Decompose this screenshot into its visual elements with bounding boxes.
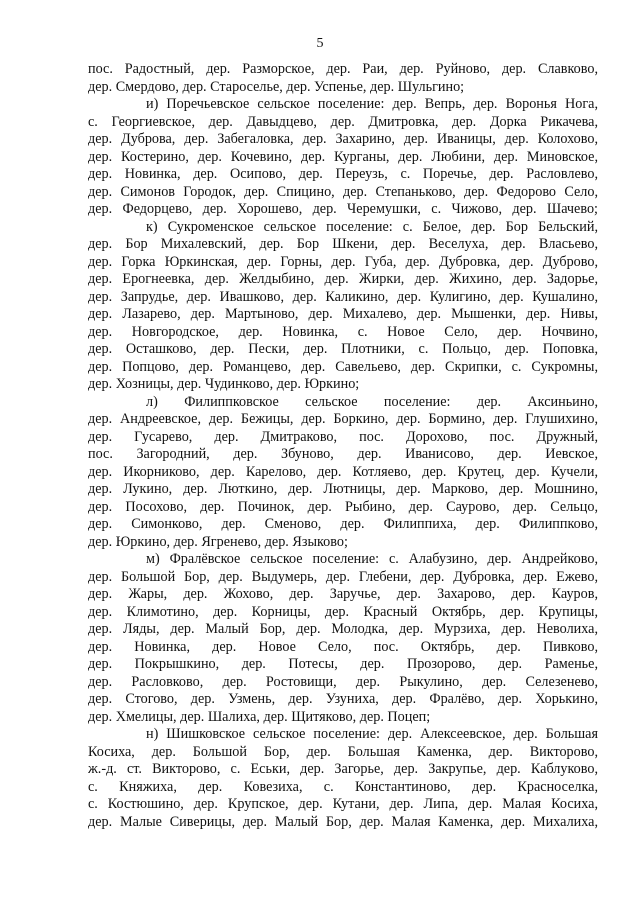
text-line: дер. Андреевское, дер. Бежицы, дер. Боркино, дер. Бормино, дер. Глушихино, (88, 411, 598, 427)
text-line: дер. Юркино, дер. Ягренево, дер. Языково; (88, 533, 348, 550)
text-line: дер. Посохово, дер. Починок, дер. Рыбино, дер. Саурово, дер. Сельцо, (88, 498, 598, 515)
text-line: дер. Жары, дер. Жохово, дер. Заручье, дер. Захарово, дер. Кауров, (88, 586, 598, 602)
text-line: с. Костюшино, дер. Крупское, дер. Кутани, дер. Липа, дер. Малая Косиха, (88, 796, 598, 812)
text-line: дер. Икорниково, дер. Карелово, дер. Котляево, дер. Крутец, дер. Кучели, (88, 463, 598, 480)
text-line: дер. Симонов Городок, дер. Спицино, дер. Степаньково, дер. Федорово Село, (88, 183, 598, 200)
text-line: дер. Смердово, дер. Староселье, дер. Успенье, дер. Шульгино; (88, 78, 465, 95)
text-line: дер. Новгородское, дер. Новинка, с. Новое Село, дер. Ночвино, (88, 323, 598, 340)
text-line: дер. Гусарево, дер. Дмитраково, пос. Дорохово, пос. Дружный, (88, 428, 598, 445)
page-number: 5 (316, 36, 324, 51)
text-line: дер. Новинка, дер. Новое Село, пос. Октябрь, дер. Пивково, (88, 638, 598, 655)
text-line: дер. Стогово, дер. Узмень, дер. Узуниха, дер. Фралёво, дер. Хорькино, (88, 691, 598, 707)
document-body (88, 61, 598, 831)
text-line: с. Георгиевское, дер. Давыдцево, дер. Дмитровка, дер. Дорка Рикачева, (88, 113, 598, 130)
text-line: дер. Горка Юркинская, дер. Горны, дер. Губа, дер. Дубровка, дер. Дуброво, (88, 253, 598, 270)
text-line: дер. Ерогнеевка, дер. Желдыбино, дер. Жирки, дер. Жихино, дер. Задорье, (88, 271, 598, 287)
paragraph-start-line: к) Сукроменское сельское поселение: с. Белое, дер. Бор Бельский, (146, 218, 598, 235)
text-line: дер. Хмелицы, дер. Шалиха, дер. Щитяково, дер. Поцеп; (88, 708, 431, 725)
text-line: дер. Симонково, дер. Сменово, дер. Филиппиха, дер. Филиппково, (88, 516, 598, 532)
paragraph-start-line: л) Филиппковское сельское поселение: дер. Аксиньино, (146, 393, 598, 410)
text-line: дер. Федорцево, дер. Хорошево, дер. Черемушки, с. Чижово, дер. Шачево; (88, 201, 598, 217)
paragraph-start-line: и) Поречьевское сельское поселение: дер. Вепрь, дер. Воронья Нога, (146, 96, 598, 112)
text-line: дер. Хозницы, дер. Чудинково, дер. Юркино; (88, 376, 360, 392)
paragraph-start-line: м) Фралёвское сельское поселение: с. Алабузино, дер. Андрейково, (146, 551, 598, 567)
text-line: дер. Покрышкино, дер. Потесы, дер. Прозорово, дер. Раменье, (88, 656, 598, 672)
text-line: дер. Попцово, дер. Романцево, дер. Савельево, дер. Скрипки, с. Сукромны, (88, 358, 598, 375)
text-line: дер. Костерино, дер. Кочевино, дер. Курганы, дер. Любини, дер. Миновское, (88, 148, 598, 165)
text-line: дер. Ляды, дер. Малый Бор, дер. Молодка, дер. Мурзиха, дер. Неволиха, (88, 621, 598, 637)
text-line: с. Княжиха, дер. Ковезиха, с. Константиново, дер. Красноселка, (88, 778, 598, 795)
text-line: дер. Лукино, дер. Люткино, дер. Лютницы, дер. Марково, дер. Мошнино, (88, 481, 598, 497)
text-line: ж.-д. ст. Викторово, с. Еськи, дер. Загорье, дер. Закрупье, дер. Каблуково, (88, 761, 598, 777)
text-line: дер. Климотино, дер. Корницы, дер. Красный Октябрь, дер. Крупицы, (88, 603, 598, 620)
text-line: дер. Новинка, дер. Осипово, дер. Переузь, с. Поречье, дер. Расловлево, (88, 166, 598, 182)
text-line: дер. Малые Сиверицы, дер. Малый Бор, дер. Малая Каменка, дер. Михалиха, (88, 813, 598, 830)
text-line: Косиха, дер. Большой Бор, дер. Большая Каменка, дер. Викторово, (88, 743, 598, 760)
text-line: пос. Радостный, дер. Разморское, дер. Раи, дер. Руйново, дер. Славково, (88, 61, 598, 77)
text-line: дер. Бор Михалевский, дер. Бор Шкени, дер. Веселуха, дер. Власьево, (88, 236, 598, 252)
text-line: дер. Лазарево, дер. Мартыново, дер. Михалево, дер. Мышенки, дер. Нивы, (88, 306, 598, 322)
paragraph-start-line: н) Шишковское сельское поселение: дер. Алексеевское, дер. Большая (146, 726, 598, 742)
text-line: дер. Запрудье, дер. Ивашково, дер. Каликино, дер. Кулигино, дер. Кушалино, (88, 288, 598, 305)
text-line: дер. Дуброва, дер. Забегаловка, дер. Захарино, дер. Иваницы, дер. Колохово, (88, 131, 598, 147)
text-line: дер. Осташково, дер. Пески, дер. Плотники, с. Польцо, дер. Поповка, (88, 341, 598, 357)
text-line: дер. Большой Бор, дер. Выдумерь, дер. Глебени, дер. Дубровка, дер. Ежево, (88, 568, 598, 585)
text-line: пос. Загородний, дер. Збуново, дер. Иванисово, дер. Иевское, (88, 446, 598, 462)
text-line: дер. Расловково, дер. Ростовищи, дер. Рыкулино, дер. Селезенево, (88, 673, 598, 690)
